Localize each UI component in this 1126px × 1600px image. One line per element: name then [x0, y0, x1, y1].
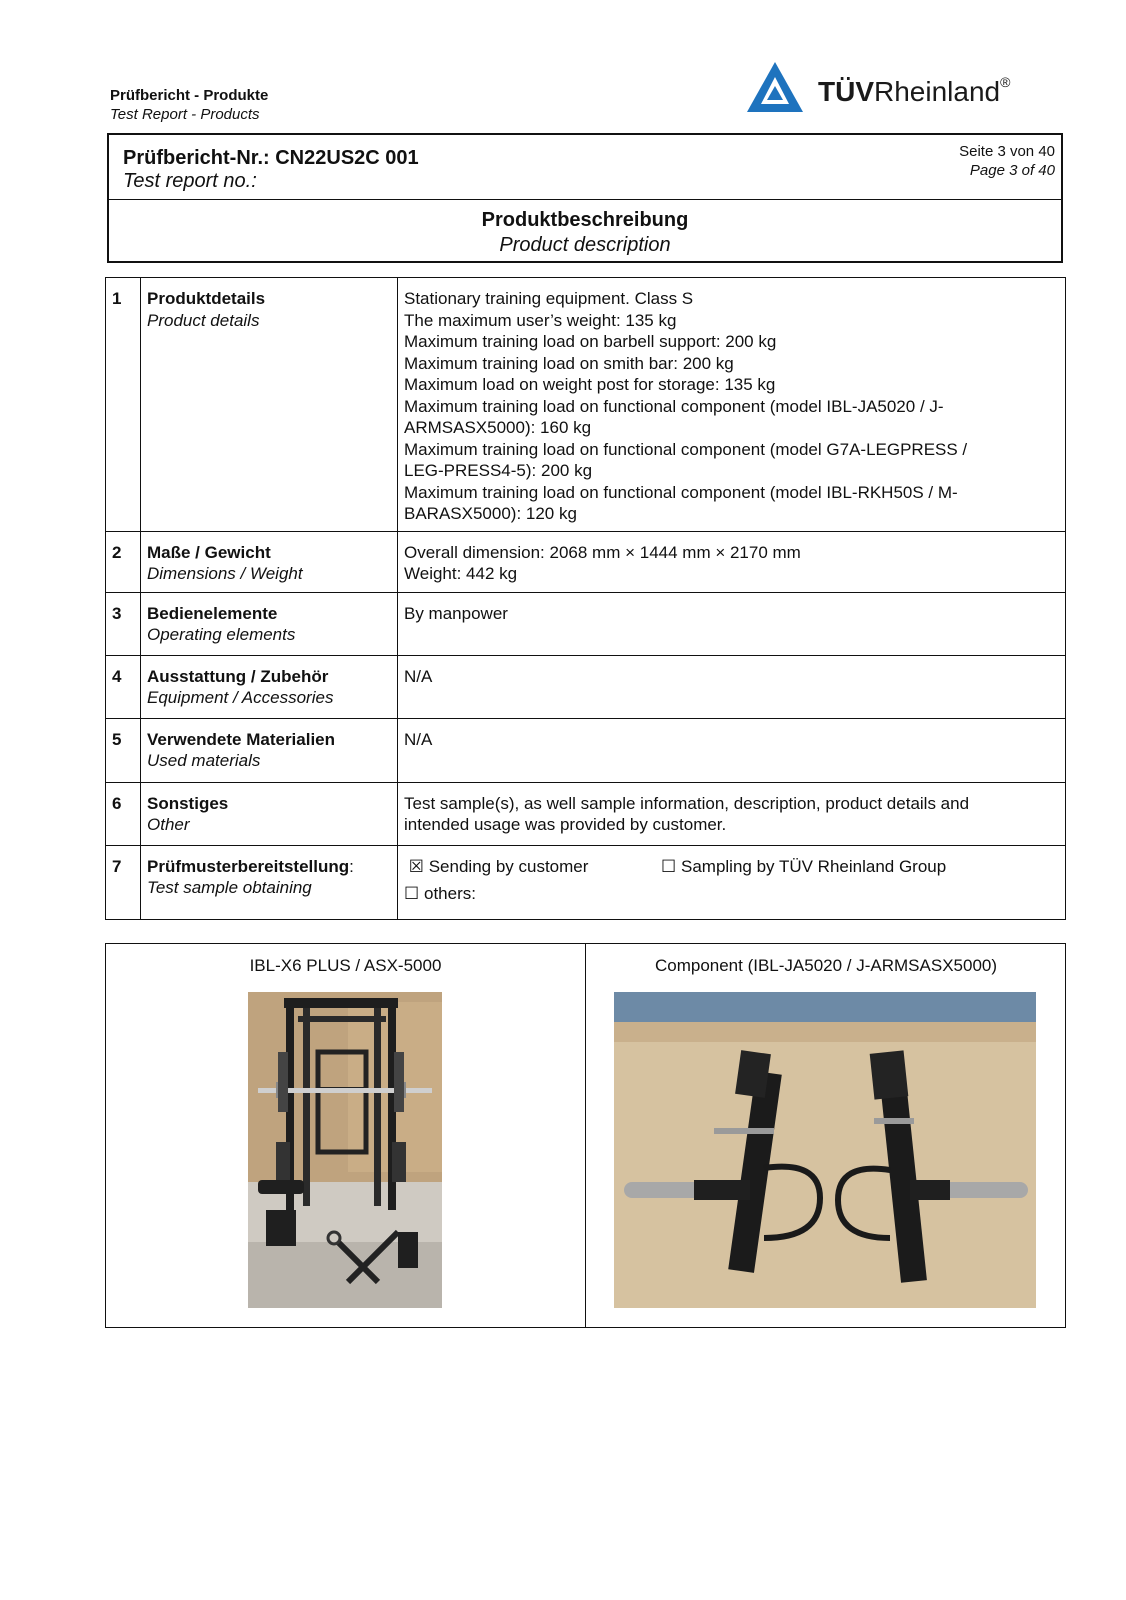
row-value — [398, 782, 1066, 845]
value-line: N/A — [404, 729, 433, 749]
row-label-suffix: : — [349, 856, 354, 876]
smith-machine-photo — [248, 992, 442, 1308]
row-label — [141, 845, 398, 919]
row-label-en: Operating elements — [147, 625, 296, 644]
right-photo-caption: Component (IBL-JA5020 / J-ARMSASX5000) — [654, 956, 998, 975]
logo-wordmark — [818, 76, 1010, 108]
value-line: BARASX5000): 120 kg — [404, 504, 577, 523]
row-value — [398, 278, 1066, 532]
value-line: Maximum training load on barbell support: 200 kg — [404, 332, 777, 351]
photo-divider — [585, 944, 586, 1327]
row-value — [398, 531, 1066, 592]
row-label-en: Used materials — [147, 751, 261, 770]
value-line: Maximum training load on functional component (model IBL-RKH50S / M- — [404, 482, 958, 502]
value-line: By manpower — [404, 603, 508, 623]
row-label-en: Product details — [147, 310, 260, 330]
value-line: Maximum training load on functional component (model IBL-JA5020 / J- — [404, 396, 944, 416]
logo-text-bold: TÜV — [818, 76, 874, 107]
table-row — [106, 592, 1066, 655]
row-label-de: Sonstiges — [147, 793, 229, 813]
row-label — [141, 655, 398, 718]
option-sending-by-customer[interactable] — [404, 853, 661, 880]
unchecked-box-icon: ☐ — [661, 856, 677, 876]
value-line: Maximum load on weight post for storage: 135 kg — [404, 375, 776, 394]
row-label — [141, 718, 398, 782]
value-line: intended usage was provided by customer. — [404, 815, 727, 834]
value-line: Weight: 442 kg — [404, 564, 518, 583]
product-details-table — [105, 277, 1066, 920]
row-label-de: Prüfmusterbereitstellung — [147, 856, 350, 876]
table-row — [106, 655, 1066, 718]
value-line: Test sample(s), as well sample information, description, product details and — [404, 793, 970, 813]
table-row — [106, 782, 1066, 845]
report-title-box — [107, 133, 1063, 263]
value-line: LEG-PRESS4-5): 200 kg — [404, 461, 593, 480]
value-line: N/A — [404, 666, 433, 686]
row-number: 5 — [106, 718, 141, 782]
registered-mark: ® — [1000, 74, 1011, 90]
option-label: others: — [423, 883, 476, 903]
row-number: 2 — [106, 531, 141, 592]
row-label-en: Dimensions / Weight — [147, 564, 303, 583]
triangle-logo-icon — [747, 62, 803, 112]
row-number: 6 — [106, 782, 141, 845]
left-photo-caption: IBL-X6 PLUS / ASX-5000 — [249, 956, 442, 975]
row-label-de: Bedienelemente — [147, 603, 278, 623]
table-row — [106, 845, 1066, 919]
section-title-de: Produktbeschreibung — [481, 209, 689, 231]
unchecked-box-icon: ☐ — [404, 883, 420, 903]
report-number-label-en: Test report no.: — [123, 170, 257, 192]
row-number: 7 — [106, 845, 141, 919]
value-line: Overall dimension: 2068 mm × 1444 mm × 2170 mm — [404, 542, 801, 562]
report-number: Prüfbericht-Nr.: CN22US2C 001 — [123, 147, 419, 169]
row-number: 3 — [106, 592, 141, 655]
option-label: Sending by customer — [428, 856, 589, 876]
row-value — [398, 718, 1066, 782]
row-label-en: Equipment / Accessories — [147, 688, 334, 707]
row-value — [398, 655, 1066, 718]
logo-text-regular: Rheinland — [874, 76, 1001, 107]
value-line: Maximum training load on functional component (model G7A-LEGPRESS / — [404, 439, 968, 459]
row-label-en: Test sample obtaining — [147, 878, 312, 897]
row-number: 4 — [106, 655, 141, 718]
value-line: The maximum user’s weight: 135 kg — [404, 310, 677, 330]
table-row — [106, 531, 1066, 592]
row-label-de: Produktdetails — [147, 289, 266, 308]
component-photo — [614, 992, 1036, 1308]
checked-box-icon: ☒ — [408, 856, 424, 876]
row-label — [141, 278, 398, 532]
table-row — [106, 278, 1066, 532]
row-number: 1 — [106, 278, 141, 532]
row-label-en: Other — [147, 815, 190, 834]
page-number-en: Page 3 of 40 — [969, 162, 1055, 179]
photo-table — [105, 943, 1066, 1328]
row-label — [141, 592, 398, 655]
header-title-de: Prüfbericht - Produkte — [110, 87, 269, 104]
page-number-de: Seite 3 von 40 — [959, 143, 1055, 160]
value-line: Stationary training equipment. Class S — [404, 289, 694, 308]
option-label: Sampling by TÜV Rheinland Group — [680, 856, 947, 876]
table-row — [106, 718, 1066, 782]
row-label-de: Verwendete Materialien — [147, 729, 336, 749]
section-title-en: Product description — [499, 234, 671, 256]
options-line — [404, 853, 1059, 880]
row-value — [398, 592, 1066, 655]
option-sampling-by-tuv[interactable] — [661, 853, 946, 880]
row-label-de: Maße / Gewicht — [147, 542, 271, 562]
row-value — [398, 845, 1066, 919]
row-label-de: Ausstattung / Zubehör — [147, 666, 329, 686]
header-title-en: Test Report - Products — [110, 106, 260, 123]
row-label — [141, 782, 398, 845]
option-others[interactable] — [404, 880, 476, 907]
value-line: ARMSASX5000): 160 kg — [404, 418, 592, 437]
value-line: Maximum training load on smith bar: 200 kg — [404, 353, 734, 373]
title-divider — [109, 199, 1061, 200]
row-label — [141, 531, 398, 592]
options-line — [404, 880, 1059, 907]
